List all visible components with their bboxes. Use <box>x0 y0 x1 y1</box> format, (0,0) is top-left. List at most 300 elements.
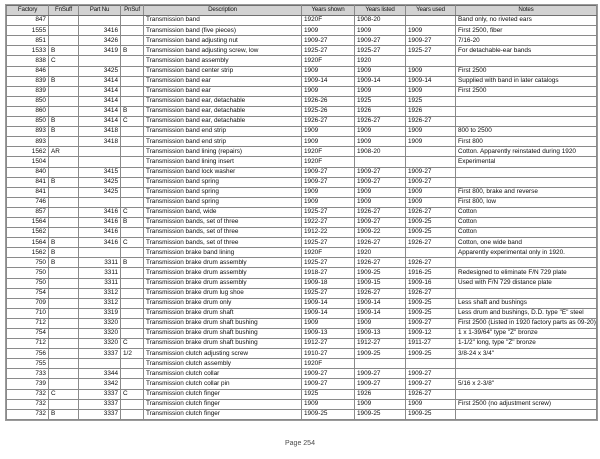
cell-factory: 841 <box>7 187 49 197</box>
cell-years-shown: 1909 <box>302 187 355 197</box>
cell-pnsuf: B <box>121 46 144 56</box>
cell-fnsuff <box>49 86 79 96</box>
cell-fnsuff <box>49 167 79 177</box>
cell-part-number <box>79 16 121 26</box>
cell-years-listed: 1909 <box>355 318 406 328</box>
cell-years-listed: 1909 <box>355 137 406 147</box>
table-row <box>7 96 597 106</box>
cell-fnsuff: C <box>49 389 79 399</box>
cell-notes: Band only, no riveted ears <box>456 16 597 26</box>
cell-description: Transmission band center strip <box>144 66 302 76</box>
cell-years-listed: 1909-25 <box>355 409 406 419</box>
cell-fnsuff <box>49 399 79 409</box>
table-row <box>7 86 597 96</box>
table-row <box>7 329 597 339</box>
cell-description: Transmission bands, set of three <box>144 228 302 238</box>
cell-fnsuff <box>49 369 79 379</box>
cell-factory: 746 <box>7 197 49 207</box>
cell-years-used: 1909-27 <box>406 318 456 328</box>
cell-fnsuff <box>49 359 79 369</box>
cell-years-used: 1909 <box>406 187 456 197</box>
cell-factory: 893 <box>7 137 49 147</box>
cell-description: Transmission band, wide <box>144 207 302 217</box>
cell-years-shown: 1925-26 <box>302 106 355 116</box>
cell-description: Transmission band ear, detachable <box>144 117 302 127</box>
cell-factory: 850 <box>7 117 49 127</box>
cell-fnsuff: B <box>49 409 79 419</box>
cell-notes: First 2500, fiber <box>456 26 597 36</box>
table-row <box>7 167 597 177</box>
cell-years-shown: 1909-18 <box>302 278 355 288</box>
cell-fnsuff <box>49 339 79 349</box>
table-row <box>7 217 597 227</box>
cell-fnsuff <box>49 96 79 106</box>
cell-factory: 838 <box>7 56 49 66</box>
cell-description: Transmission band ear, detachable <box>144 96 302 106</box>
cell-factory: 712 <box>7 339 49 349</box>
table-row <box>7 117 597 127</box>
cell-fnsuff <box>49 187 79 197</box>
cell-fnsuff: B <box>49 117 79 127</box>
cell-pnsuf <box>121 399 144 409</box>
cell-years-listed: 1909-27 <box>355 217 406 227</box>
cell-years-shown: 1920F <box>302 16 355 26</box>
cell-fnsuff: B <box>49 127 79 137</box>
cell-years-used: 1909 <box>406 127 456 137</box>
cell-years-listed: 1925 <box>355 96 406 106</box>
cell-fnsuff: AR <box>49 147 79 157</box>
cell-years-listed: 1909-13 <box>355 329 406 339</box>
table-row <box>7 359 597 369</box>
cell-years-used: 1909-27 <box>406 36 456 46</box>
table-row <box>7 308 597 318</box>
cell-years-listed: 1926 <box>355 106 406 116</box>
cell-years-listed: 1909-14 <box>355 76 406 86</box>
cell-pnsuf <box>121 96 144 106</box>
cell-description: Transmission band spring <box>144 197 302 207</box>
cell-description: Transmission brake drum assembly <box>144 278 302 288</box>
cell-description: Transmission brake drum assembly <box>144 258 302 268</box>
cell-pnsuf <box>121 147 144 157</box>
cell-part-number: 3416 <box>79 207 121 217</box>
cell-years-shown: 1912-27 <box>302 339 355 349</box>
cell-notes <box>456 359 597 369</box>
cell-years-shown: 1909-27 <box>302 36 355 46</box>
cell-fnsuff: B <box>49 76 79 86</box>
column-header-pnsuf: PnSuf <box>121 6 144 16</box>
table-row <box>7 399 597 409</box>
cell-pnsuf: B <box>121 106 144 116</box>
cell-part-number: 3337 <box>79 399 121 409</box>
cell-notes <box>456 167 597 177</box>
cell-pnsuf <box>121 197 144 207</box>
cell-years-used <box>406 248 456 258</box>
cell-description: Transmission brake drum shaft bushing <box>144 329 302 339</box>
cell-years-used: 1926-27 <box>406 117 456 127</box>
cell-years-used: 1909 <box>406 86 456 96</box>
cell-factory: 1564 <box>7 238 49 248</box>
cell-factory: 860 <box>7 106 49 116</box>
cell-factory: 851 <box>7 36 49 46</box>
cell-years-shown: 1909 <box>302 86 355 96</box>
cell-pnsuf <box>121 379 144 389</box>
cell-notes: Less shaft and bushings <box>456 298 597 308</box>
cell-notes: First 800, low <box>456 197 597 207</box>
cell-description: Transmission clutch finger <box>144 389 302 399</box>
cell-years-used: 1926 <box>406 106 456 116</box>
cell-part-number: 3415 <box>79 167 121 177</box>
cell-years-shown: 1918-27 <box>302 268 355 278</box>
cell-years-shown: 1920F <box>302 147 355 157</box>
cell-part-number: 3425 <box>79 177 121 187</box>
cell-fnsuff <box>49 329 79 339</box>
table-row <box>7 207 597 217</box>
cell-years-used: 1909 <box>406 197 456 207</box>
cell-factory: 756 <box>7 349 49 359</box>
cell-years-used: 1926-27 <box>406 389 456 399</box>
cell-pnsuf <box>121 268 144 278</box>
cell-notes: First 2500 (Listed in 1920 factory parts as 09-20) <box>456 318 597 328</box>
cell-description: Transmission band adjusting nut <box>144 36 302 46</box>
cell-years-listed <box>355 359 406 369</box>
cell-years-shown: 1925-27 <box>302 288 355 298</box>
cell-years-shown: 1920F <box>302 157 355 167</box>
cell-description: Transmission band end strip <box>144 137 302 147</box>
cell-years-listed: 1909 <box>355 197 406 207</box>
cell-factory: 841 <box>7 177 49 187</box>
cell-fnsuff <box>49 228 79 238</box>
cell-fnsuff <box>49 268 79 278</box>
parts-table-container <box>5 4 598 421</box>
cell-part-number: 3419 <box>79 46 121 56</box>
cell-years-used: 1909-25 <box>406 349 456 359</box>
table-row <box>7 369 597 379</box>
cell-years-listed: 1925-27 <box>355 46 406 56</box>
cell-factory: 732 <box>7 399 49 409</box>
cell-fnsuff <box>49 66 79 76</box>
page-footer: Page 254 <box>285 440 315 447</box>
cell-years-shown: 1909 <box>302 197 355 207</box>
cell-years-used: 1909-27 <box>406 177 456 187</box>
cell-years-used: 1925-27 <box>406 46 456 56</box>
cell-notes <box>456 56 597 66</box>
table-row <box>7 137 597 147</box>
cell-pnsuf <box>121 167 144 177</box>
table-row <box>7 66 597 76</box>
cell-years-shown: 1909-27 <box>302 379 355 389</box>
cell-notes <box>456 369 597 379</box>
table-row <box>7 278 597 288</box>
cell-factory: 1562 <box>7 147 49 157</box>
cell-years-listed: 1909-14 <box>355 308 406 318</box>
cell-fnsuff <box>49 288 79 298</box>
cell-fnsuff <box>49 298 79 308</box>
cell-part-number: 3320 <box>79 329 121 339</box>
cell-description: Transmission bands, set of three <box>144 217 302 227</box>
cell-description: Transmission band lining (repairs) <box>144 147 302 157</box>
cell-years-used: 1909-25 <box>406 308 456 318</box>
cell-years-listed: 1909-27 <box>355 369 406 379</box>
cell-part-number <box>79 56 121 66</box>
cell-notes: First 800, brake and reverse <box>456 187 597 197</box>
cell-fnsuff <box>49 349 79 359</box>
cell-years-listed: 1909 <box>355 26 406 36</box>
cell-notes <box>456 177 597 187</box>
cell-description: Transmission band end strip <box>144 127 302 137</box>
cell-pnsuf <box>121 278 144 288</box>
cell-factory: 1555 <box>7 26 49 36</box>
cell-factory: 1533 <box>7 46 49 56</box>
cell-part-number: 3416 <box>79 228 121 238</box>
cell-part-number: 3414 <box>79 117 121 127</box>
cell-years-used: 1909-14 <box>406 76 456 86</box>
table-row <box>7 258 597 268</box>
column-header-description: Description <box>144 6 302 16</box>
cell-years-used: 1909-27 <box>406 369 456 379</box>
cell-part-number: 3414 <box>79 86 121 96</box>
cell-years-listed: 1908-20 <box>355 147 406 157</box>
cell-years-listed: 1909-27 <box>355 379 406 389</box>
cell-factory: 732 <box>7 409 49 419</box>
cell-years-used: 1909-25 <box>406 409 456 419</box>
cell-years-used: 1909-12 <box>406 329 456 339</box>
table-row <box>7 389 597 399</box>
cell-fnsuff <box>49 197 79 207</box>
cell-years-listed <box>355 157 406 167</box>
cell-pnsuf <box>121 369 144 379</box>
cell-factory: 839 <box>7 76 49 86</box>
cell-part-number <box>79 157 121 167</box>
cell-fnsuff <box>49 16 79 26</box>
cell-part-number <box>79 248 121 258</box>
cell-years-listed: 1920 <box>355 248 406 258</box>
cell-years-used: 1911-27 <box>406 339 456 349</box>
cell-pnsuf: 1/2 <box>121 349 144 359</box>
cell-notes <box>456 106 597 116</box>
cell-years-shown: 1909 <box>302 26 355 36</box>
cell-pnsuf: B <box>121 258 144 268</box>
cell-fnsuff: B <box>49 248 79 258</box>
cell-notes: Cotton <box>456 217 597 227</box>
cell-description: Transmission brake band lining <box>144 248 302 258</box>
cell-description: Transmission band ear, detachable <box>144 106 302 116</box>
cell-notes: Used with F/N 729 distance plate <box>456 278 597 288</box>
cell-years-shown: 1925-27 <box>302 207 355 217</box>
cell-factory: 839 <box>7 86 49 96</box>
cell-description: Transmission band (five pieces) <box>144 26 302 36</box>
cell-years-listed: 1909-27 <box>355 167 406 177</box>
cell-notes: Cotton. Apparently reinstated during 1920 <box>456 147 597 157</box>
cell-part-number: 3311 <box>79 268 121 278</box>
cell-years-shown: 1910-27 <box>302 349 355 359</box>
cell-factory: 750 <box>7 258 49 268</box>
cell-years-listed: 1926-27 <box>355 207 406 217</box>
cell-factory: 850 <box>7 96 49 106</box>
cell-notes: Supplied with band in later catalogs <box>456 76 597 86</box>
column-header-notes: Notes <box>456 6 597 16</box>
cell-description: Transmission band ear <box>144 76 302 86</box>
table-row <box>7 36 597 46</box>
cell-pnsuf <box>121 248 144 258</box>
cell-years-used <box>406 56 456 66</box>
cell-pnsuf <box>121 187 144 197</box>
cell-fnsuff <box>49 26 79 36</box>
cell-notes: 1 x 1-39/64" type "Z" bronze <box>456 329 597 339</box>
cell-pnsuf <box>121 137 144 147</box>
cell-fnsuff <box>49 318 79 328</box>
cell-description: Transmission brake drum shaft bushing <box>144 318 302 328</box>
cell-factory: 846 <box>7 66 49 76</box>
cell-part-number: 3337 <box>79 389 121 399</box>
cell-part-number: 3319 <box>79 308 121 318</box>
cell-years-used <box>406 157 456 167</box>
cell-factory: 857 <box>7 207 49 217</box>
cell-years-listed: 1926-27 <box>355 117 406 127</box>
table-row <box>7 228 597 238</box>
cell-factory: 1562 <box>7 248 49 258</box>
cell-description: Transmission band spring <box>144 187 302 197</box>
cell-years-shown: 1925 <box>302 389 355 399</box>
cell-factory: 733 <box>7 369 49 379</box>
cell-part-number: 3311 <box>79 258 121 268</box>
table-row <box>7 157 597 167</box>
cell-part-number: 3416 <box>79 217 121 227</box>
cell-years-shown: 1926-27 <box>302 117 355 127</box>
cell-description: Transmission brake drum assembly <box>144 268 302 278</box>
table-row <box>7 298 597 308</box>
cell-pnsuf: C <box>121 389 144 399</box>
cell-pnsuf <box>121 177 144 187</box>
cell-factory: 755 <box>7 359 49 369</box>
cell-part-number: 3426 <box>79 36 121 46</box>
cell-factory: 1562 <box>7 228 49 238</box>
cell-years-shown: 1909-27 <box>302 369 355 379</box>
column-header-part-number: Part Nu <box>79 6 121 16</box>
cell-notes: 7/16-20 <box>456 36 597 46</box>
cell-notes: Cotton <box>456 207 597 217</box>
cell-pnsuf: C <box>121 339 144 349</box>
cell-part-number: 3311 <box>79 278 121 288</box>
cell-years-used: 1909-27 <box>406 379 456 389</box>
cell-years-listed: 1912-27 <box>355 339 406 349</box>
cell-years-used: 1909-25 <box>406 298 456 308</box>
cell-years-shown: 1925-27 <box>302 258 355 268</box>
cell-pnsuf <box>121 329 144 339</box>
cell-notes: 800 to 2500 <box>456 127 597 137</box>
cell-description: Transmission brake drum shaft bushing <box>144 339 302 349</box>
cell-years-listed: 1909-25 <box>355 268 406 278</box>
table-row <box>7 339 597 349</box>
cell-years-shown: 1909-27 <box>302 167 355 177</box>
cell-notes: First 2500 <box>456 66 597 76</box>
cell-years-used <box>406 147 456 157</box>
cell-description: Transmission brake drum only <box>144 298 302 308</box>
table-row <box>7 147 597 157</box>
cell-description: Transmission band lock washer <box>144 167 302 177</box>
cell-years-shown: 1909-27 <box>302 177 355 187</box>
cell-years-used: 1925 <box>406 96 456 106</box>
cell-years-used: 1909 <box>406 137 456 147</box>
cell-years-shown: 1909-25 <box>302 409 355 419</box>
cell-pnsuf <box>121 288 144 298</box>
cell-part-number: 3312 <box>79 288 121 298</box>
cell-pnsuf <box>121 16 144 26</box>
column-header-fnsuff: FnSuff <box>49 6 79 16</box>
cell-part-number: 3414 <box>79 106 121 116</box>
cell-fnsuff: C <box>49 56 79 66</box>
cell-pnsuf <box>121 66 144 76</box>
cell-factory: 1564 <box>7 217 49 227</box>
cell-fnsuff <box>49 137 79 147</box>
cell-notes <box>456 117 597 127</box>
cell-years-shown: 1909-14 <box>302 298 355 308</box>
cell-fnsuff <box>49 157 79 167</box>
cell-fnsuff <box>49 278 79 288</box>
cell-description: Transmission band spring <box>144 177 302 187</box>
cell-description: Transmission clutch finger <box>144 399 302 409</box>
cell-description: Transmission band <box>144 16 302 26</box>
cell-fnsuff <box>49 106 79 116</box>
cell-pnsuf <box>121 76 144 86</box>
cell-notes <box>456 258 597 268</box>
cell-years-shown: 1926-26 <box>302 96 355 106</box>
cell-part-number: 3425 <box>79 187 121 197</box>
cell-years-used: 1909 <box>406 26 456 36</box>
column-header-factory: Factory <box>7 6 49 16</box>
table-row <box>7 248 597 258</box>
table-row <box>7 187 597 197</box>
cell-pnsuf <box>121 56 144 66</box>
cell-pnsuf <box>121 157 144 167</box>
cell-notes: 3/8-24 x 3/4" <box>456 349 597 359</box>
cell-notes: Cotton, one wide band <box>456 238 597 248</box>
cell-years-shown: 1909 <box>302 137 355 147</box>
cell-description: Transmission band lining insert <box>144 157 302 167</box>
cell-years-listed: 1909-14 <box>355 298 406 308</box>
cell-description: Transmission clutch assembly <box>144 359 302 369</box>
cell-years-listed: 1926-27 <box>355 288 406 298</box>
cell-part-number <box>79 359 121 369</box>
cell-part-number: 3320 <box>79 318 121 328</box>
cell-description: Transmission clutch adjusting screw <box>144 349 302 359</box>
cell-part-number: 3337 <box>79 349 121 359</box>
cell-years-shown: 1920F <box>302 56 355 66</box>
cell-years-shown: 1909 <box>302 318 355 328</box>
cell-years-shown: 1909 <box>302 66 355 76</box>
cell-part-number: 3414 <box>79 96 121 106</box>
column-header-years-used: Years used <box>406 6 456 16</box>
cell-years-listed: 1909 <box>355 187 406 197</box>
cell-description: Transmission clutch finger <box>144 409 302 419</box>
cell-part-number: 3320 <box>79 339 121 349</box>
cell-notes <box>456 96 597 106</box>
cell-years-listed: 1909-15 <box>355 278 406 288</box>
table-body <box>7 16 597 420</box>
cell-years-listed: 1909 <box>355 399 406 409</box>
table-row <box>7 379 597 389</box>
cell-years-listed: 1909 <box>355 86 406 96</box>
table-row <box>7 46 597 56</box>
cell-years-shown: 1922-27 <box>302 217 355 227</box>
cell-notes: For detachable-ear bands <box>456 46 597 56</box>
cell-factory: 754 <box>7 288 49 298</box>
cell-factory: 840 <box>7 167 49 177</box>
cell-factory: 709 <box>7 298 49 308</box>
cell-fnsuff: B <box>49 177 79 187</box>
cell-pnsuf <box>121 318 144 328</box>
cell-fnsuff <box>49 308 79 318</box>
cell-fnsuff: B <box>49 238 79 248</box>
